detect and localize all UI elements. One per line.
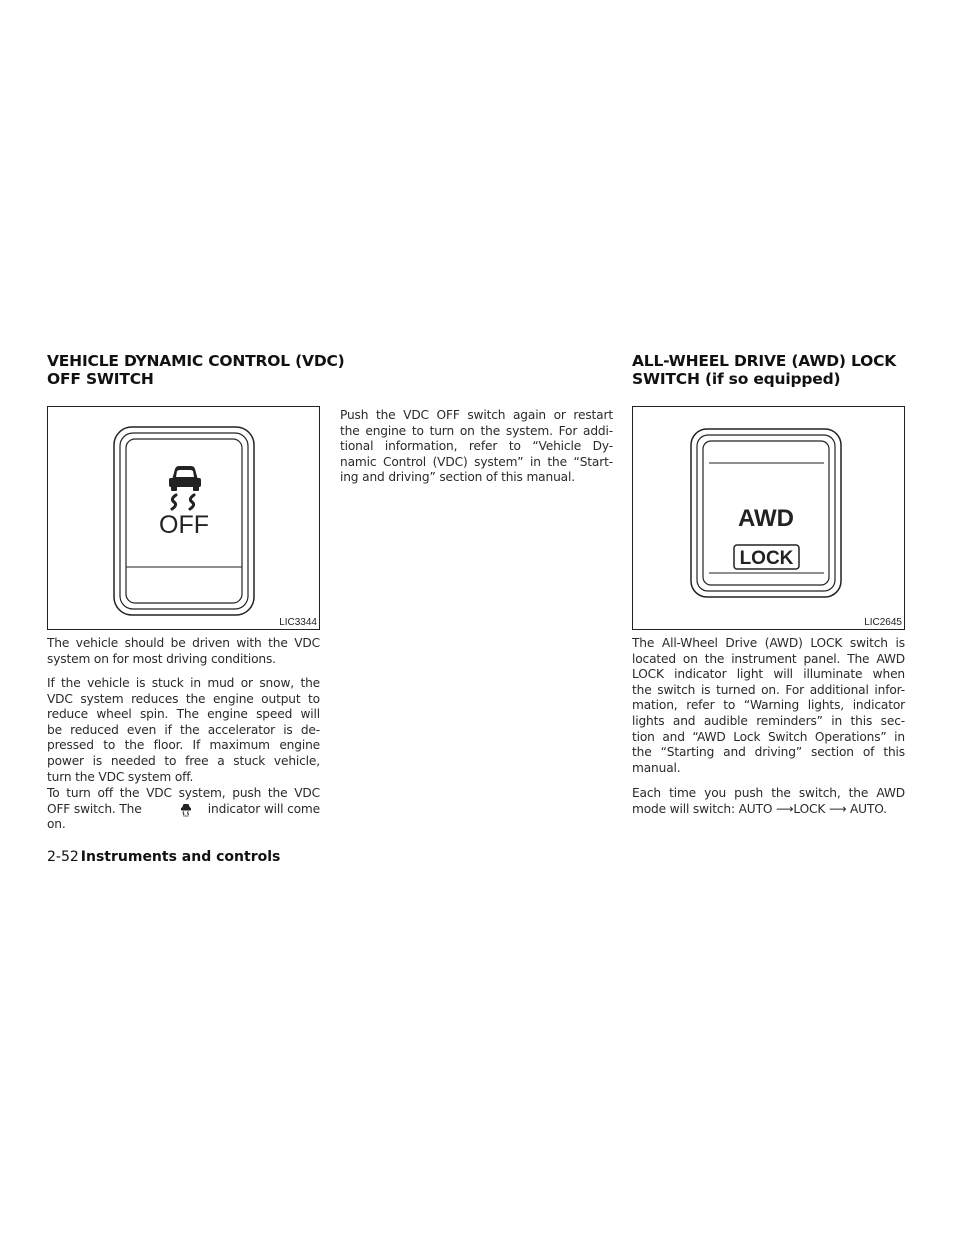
section-title: Instruments and controls — [80, 849, 281, 865]
vdc-skid-car-icon — [169, 466, 201, 509]
text-line: mode will switch: AUTO ⟶LOCK ⟶ AUTO. — [632, 801, 887, 816]
svg-text:OFF: OFF — [183, 813, 189, 817]
vdc-paragraph-1 — [47, 636, 320, 667]
text-line: pressed to the floor. If maximum engine — [47, 738, 320, 753]
heading-line: OFF SWITCH — [47, 370, 154, 388]
text-fragment: indicator will come — [207, 801, 320, 816]
awd-switch-illustration — [633, 407, 904, 629]
vdc-section-heading — [47, 352, 345, 388]
text-line: reduce wheel spin. The engine speed will — [47, 707, 320, 722]
vdc-paragraph-2 — [47, 676, 320, 785]
text-line: the switch is turned on. For additional infor- — [632, 682, 905, 697]
text-line: LOCK indicator light will illuminate when — [632, 667, 905, 682]
text-fragment: OFF switch. The — [47, 801, 142, 816]
text-line: Push the VDC OFF switch again or restart — [340, 408, 613, 422]
vdc-off-label: OFF — [159, 511, 209, 539]
figure-caption: LIC2645 — [864, 617, 902, 628]
vdc-switch-figure — [47, 406, 320, 630]
text-line: ing and driving” section of this manual. — [340, 470, 575, 485]
text-line: system on for most driving conditions. — [47, 651, 276, 666]
text-line: turn the VDC system off. — [47, 769, 194, 784]
text-line: on. — [47, 817, 66, 832]
text-line: located on the instrument panel. The AWD — [632, 651, 905, 666]
text-line: the engine to turn on the system. For addi- — [340, 423, 613, 438]
heading-line: ALL-WHEEL DRIVE (AWD) LOCK — [632, 352, 897, 370]
text-line: The All-Wheel Drive (AWD) LOCK switch is — [632, 636, 905, 650]
page-footer — [47, 849, 280, 865]
vdc-paragraph-3 — [47, 786, 320, 833]
lock-label: LOCK — [739, 548, 794, 569]
text-line: Each time you push the switch, the AWD — [632, 786, 905, 800]
page-number: 2-52 — [47, 849, 79, 865]
text-line: VDC system reduces the engine output to — [47, 691, 320, 706]
vdc-switch-illustration — [48, 407, 319, 629]
text-line: lights and audible reminders” in this sec- — [632, 713, 905, 728]
text-line: manual. — [632, 760, 681, 775]
awd-label: AWD — [738, 505, 794, 532]
awd-section-heading — [632, 352, 896, 388]
text-line: The vehicle should be driven with the VDC — [47, 636, 320, 650]
awd-paragraph-2 — [632, 786, 905, 817]
text-line: If the vehicle is stuck in mud or snow, the — [47, 676, 320, 690]
awd-paragraph-1 — [632, 636, 905, 776]
text-line: To turn off the VDC system, push the VDC — [47, 786, 320, 800]
awd-switch-figure — [632, 406, 905, 630]
figure-caption: LIC3344 — [279, 617, 317, 628]
text-line: tional information, refer to “Vehicle Dy- — [340, 439, 613, 454]
vdc-off-indicator-icon — [179, 802, 193, 817]
text-line: the “Starting and driving” section of this — [632, 745, 905, 760]
text-line — [47, 802, 320, 818]
heading-line: SWITCH (if so equipped) — [632, 370, 841, 388]
text-line: be reduced even if the accelerator is de- — [47, 722, 320, 737]
text-line: mation, refer to “Warning lights, indicator — [632, 698, 905, 713]
text-line: tion and “AWD Lock Switch Operations” in — [632, 729, 905, 744]
heading-line: VEHICLE DYNAMIC CONTROL (VDC) — [47, 352, 345, 370]
vdc-paragraph-4 — [340, 408, 613, 486]
text-line: power is needed to free a stuck vehicle, — [47, 753, 320, 768]
text-line: namic Control (VDC) system” in the “Start- — [340, 454, 613, 469]
